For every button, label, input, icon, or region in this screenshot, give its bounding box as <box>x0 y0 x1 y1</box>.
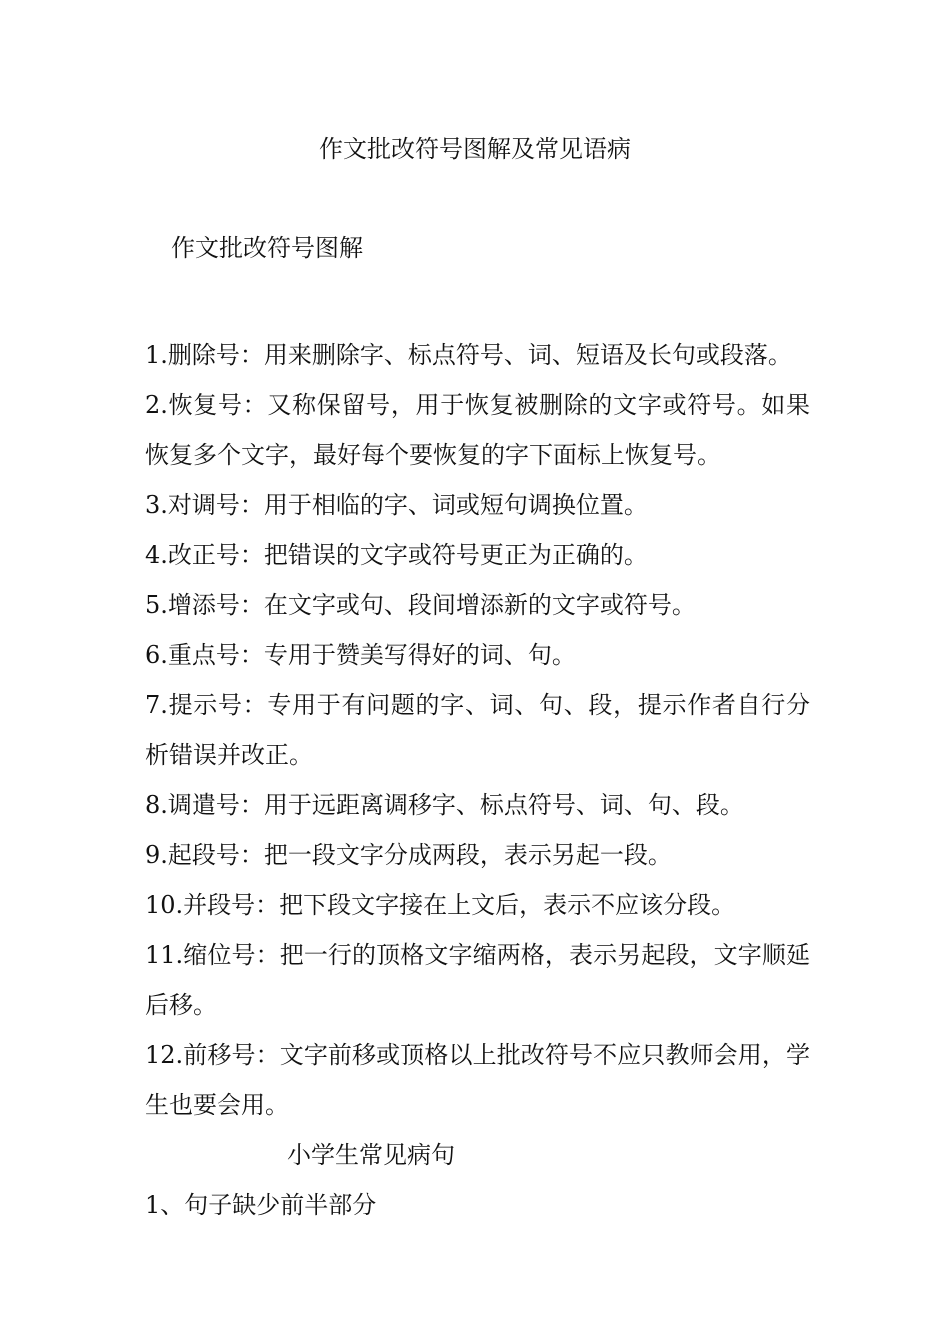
list-item: 3.对调号：用于相临的字、词或短句调换位置。 <box>145 491 648 519</box>
list-item: 9.起段号：把一段文字分成两段，表示另起一段。 <box>145 841 672 869</box>
list-item: 5.增添号：在文字或句、段间增添新的文字或符号。 <box>145 591 696 619</box>
list-item: 10.并段号：把下段文字接在上文后，表示不应该分段。 <box>145 891 736 919</box>
document-title: 作文批改符号图解及常见语病 <box>319 135 631 163</box>
list-item: 8.调遣号：用于远距离调移字、标点符号、词、句、段。 <box>145 791 744 819</box>
list-item: 11.缩位号：把一行的顶格文字缩两格，表示另起段，文字顺延后移。 <box>145 941 810 1019</box>
correction-symbol-list <box>145 330 810 1230</box>
list-item: 1.删除号：用来删除字、标点符号、词、短语及长句或段落。 <box>145 341 792 369</box>
list-item: 4.改正号：把错误的文字或符号更正为正确的。 <box>145 541 648 569</box>
section-subtitle: 作文批改符号图解 <box>171 234 363 262</box>
list-item: 7.提示号：专用于有问题的字、词、句、段，提示作者自行分析错误并改正。 <box>145 691 810 769</box>
list-item: 2.恢复号：又称保留号，用于恢复被删除的文字或符号。如果恢复多个文字，最好每个要恢复的字下面标上恢复号。 <box>145 391 810 469</box>
list-item: 6.重点号：专用于赞美写得好的词、句。 <box>145 641 576 669</box>
list-item: 12.前移号：文字前移或顶格以上批改符号不应只教师会用，学生也要会用。 <box>145 1041 810 1119</box>
list-item: 1、句子缺少前半部分 <box>145 1191 377 1219</box>
section-heading-common-errors: 小学生常见病句 <box>287 1141 455 1169</box>
